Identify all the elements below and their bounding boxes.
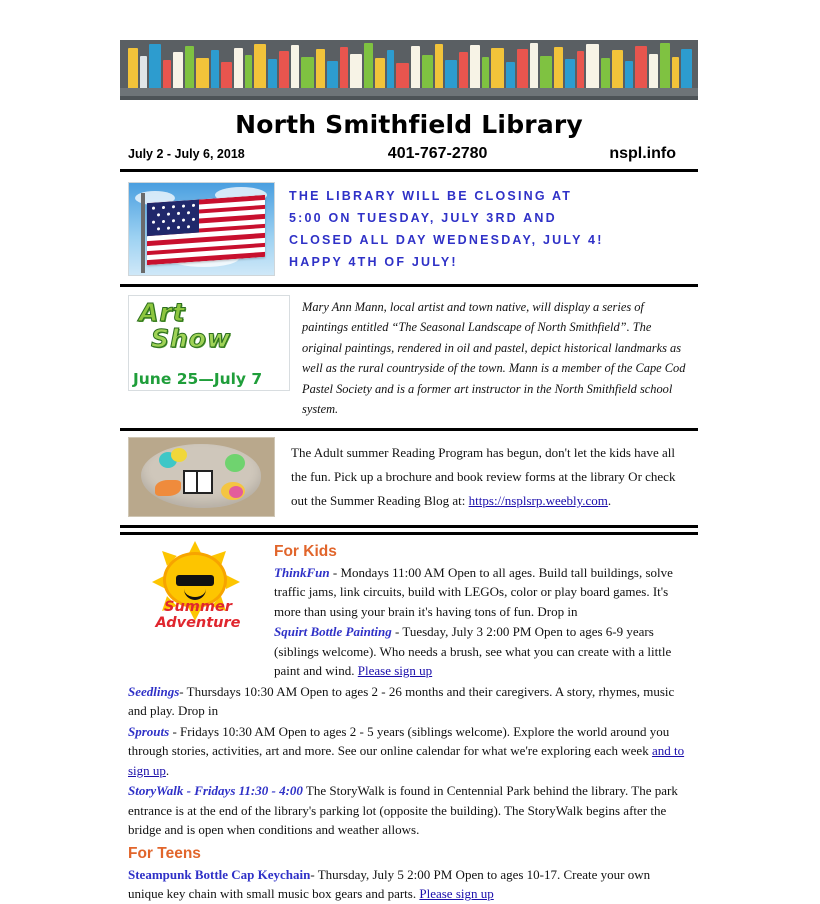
book-decoration [625,61,633,88]
program-sprouts [128,722,688,781]
flower-decoration [225,454,245,472]
book-decoration [540,56,552,88]
book-decoration [660,43,670,88]
art-show-word-show: Show [151,324,232,353]
program-storywalk [128,781,688,840]
book-decoration [279,51,289,88]
book-decoration [375,58,385,88]
book-decoration [245,55,252,88]
sun-ray [226,575,240,589]
adult-reading-body: The Adult summer Reading Program has begun, don't let the kids have all the fun. Pick up a brochure and book review forms at the library Or check out the Summer Reading Blog at: [291,444,676,508]
book-decoration [506,62,515,88]
summer-reading-blog-link[interactable]: https://nsplsrp.weebly.com [468,492,608,508]
steampunk-signup-link[interactable]: Please sign up [419,886,494,902]
book-decoration [140,56,147,88]
kids-section [120,535,698,904]
adult-reading-text [275,437,698,513]
adult-reading-period: . [607,492,612,508]
book-decoration [586,44,599,88]
book-decoration [340,47,348,88]
book-decoration [211,50,219,88]
program-detail: - Thursdays 10:30 AM Open to ages 2 - 26 months and their caregivers. A story, rhymes, music and play. Drop in [128,683,675,719]
book-decoration [530,43,538,88]
book-decoration [435,44,443,88]
book-decoration [601,58,610,88]
book-decoration [459,52,468,88]
title-subrow [120,145,698,169]
book-decoration [517,49,528,88]
closing-notice-line: HAPPY 4TH OF JULY! [289,254,458,269]
book-decoration [565,59,575,88]
art-show-description: Mary Ann Mann, local artist and town native, will display a series of paintings entitled “The Seasonal Landscape of North Smithfield”. The original paintings, rendered in oil and pastel, depict historical landmarks as well as the rural countryside of the town. Mann is a member of the Cape Cod Pastel Society and is a former art instructor in the North Smithfield school system. [302,300,686,417]
book-decoration [411,46,420,88]
newsletter-page [120,40,698,904]
title-block [120,100,698,172]
book-decoration [301,57,314,88]
bookshelf-banner [120,40,698,100]
book-decoration [422,55,433,88]
art-show-word-art: Art [139,298,186,327]
program-detail: - Tuesday, July 3 2:00 PM Open to ages 6-9 years (siblings welcome). Who needs a brush, see what you can create with a little paint and wind. [274,624,672,679]
book-decoration [482,57,489,88]
closing-notice-line: CLOSED ALL DAY WEDNESDAY, JULY 4! [289,232,604,247]
book-decoration [577,51,584,88]
summer-adventure-caption: Summer Adventure [155,598,241,631]
website-address: nspl.info [609,145,676,162]
book-decoration [672,57,679,88]
program-squirt-bottle-painting [274,622,688,681]
closing-notice-line: THE LIBRARY WILL BE CLOSING AT [289,189,573,203]
book-decoration [316,49,325,88]
book-decoration [196,58,209,88]
book-decoration [128,48,138,88]
program-seedlings [128,682,688,721]
flower-decoration [229,486,243,498]
book-decoration [350,54,362,88]
book-decoration [173,52,183,88]
squirt-painting-signup-link[interactable]: Please sign up [357,663,433,679]
phone-number: 401-767-2780 [387,145,488,162]
program-thinkfun [274,563,688,622]
flag-canton [147,199,199,236]
book-decoration [291,45,299,88]
book-decoration [612,50,623,88]
american-flag-photo [128,182,275,276]
for-teens-heading: For Teens [128,844,201,862]
sprouts-signup-link[interactable]: and to sign up [128,743,685,778]
shelf-board [120,88,698,96]
flag-body [147,195,265,265]
closing-notice-line: 5:00 ON TUESDAY, JULY 3RD AND [289,210,557,225]
sun-ray [152,575,166,589]
program-name: StoryWalk - Fridays 11:30 - 4:00 [128,783,303,799]
sun-ray [188,541,202,555]
adult-reading-section [120,431,698,528]
book-decoration [221,62,232,88]
book-decoration [149,44,161,88]
book-decoration [387,50,394,88]
teens-section [120,841,698,904]
book-decoration [268,59,277,88]
program-detail: - Fridays 10:30 AM Open to ages 2 - 5 years (siblings welcome). Explore the world around you through stories, activities, art and more. See our online calendar for what we're exploring each week [128,723,670,759]
book-decoration [254,44,266,88]
program-detail-after: . [165,762,170,778]
art-show-graphic [128,295,290,391]
kids-body [268,541,698,682]
program-detail: - Thursday, July 5 2:00 PM Open to ages 10-17. Create your own unique key chain with small music box gears and parts. [128,866,651,902]
for-kids-heading: For Kids [274,542,337,560]
program-name: Steampunk Bottle Cap Keychain [128,866,311,882]
book-decoration [649,54,658,88]
date-range: July 2 - July 6, 2018 [128,147,245,161]
book-decoration [163,60,171,88]
painted-rock-photo [128,437,275,517]
book-decoration [364,43,373,88]
program-name: ThinkFun [274,564,330,580]
closing-notice-section [120,172,698,287]
page-title: North Smithfield Library [235,110,583,139]
book-icon [183,470,213,494]
closing-notice-text [275,182,614,274]
summer-adventure-sun-graphic [128,541,268,639]
book-decoration [234,48,243,88]
program-name: Sprouts [128,723,170,739]
book-decoration [327,61,338,88]
art-show-dates: June 25—July 7 [133,370,263,388]
leaf-decoration [155,480,181,496]
book-decoration [185,46,194,88]
book-decoration [491,48,504,88]
book-decoration [635,46,647,88]
book-decoration [470,45,480,88]
sunglasses-icon [176,575,214,586]
program-name: Seedlings [128,683,180,699]
book-decoration [396,63,409,88]
flag-pole [141,193,145,273]
kids-top-row [120,541,698,682]
program-detail: - Mondays 11:00 AM Open to all ages. Build tall buildings, solve traffic jams, link circuits, build with LEGOs, color or play board games. It's more than using your brain it's having tons of fun. Drop in [274,564,673,619]
program-name: Squirt Bottle Painting [274,624,392,640]
book-decoration [554,47,563,88]
kids-remaining-programs [120,682,698,840]
book-decoration [681,49,692,88]
art-show-section [120,287,698,431]
book-decoration [445,60,457,88]
flower-decoration [171,448,187,462]
program-steampunk-keychain [128,865,688,904]
program-detail: The StoryWalk is found in Centennial Park behind the library. The park entrance is at the end of the library's parking lot (opposite the building). The StoryWalk begins after the bridge and is open when conditions and weather allows. [128,783,678,838]
